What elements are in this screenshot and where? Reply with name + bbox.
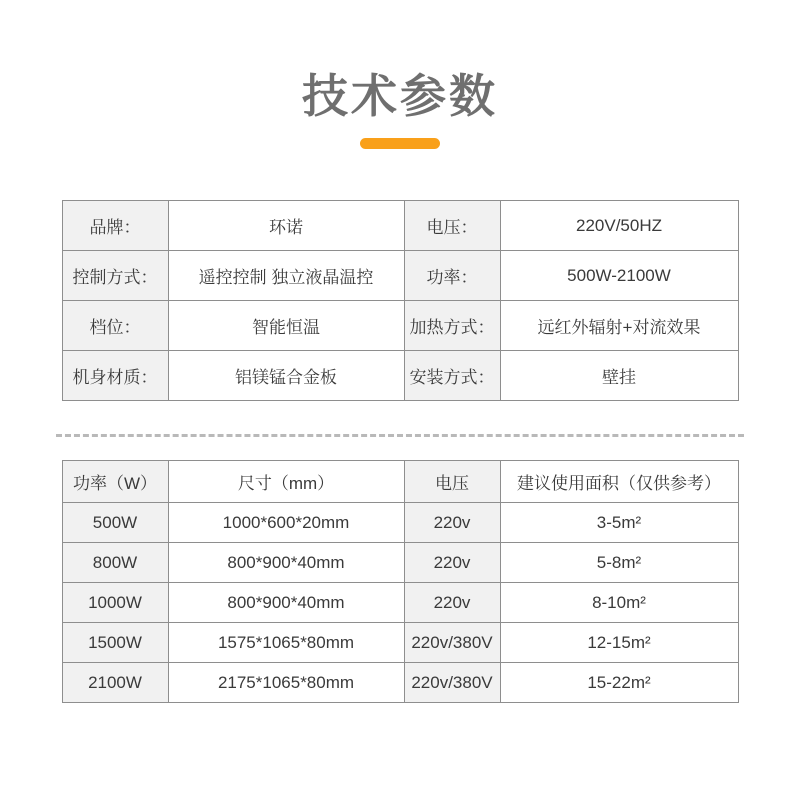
spec-label-body-material: 机身材质： — [62, 351, 168, 401]
model-cell-area: 8-10m² — [500, 583, 738, 623]
spec-value-body-material: 铝镁锰合金板 — [168, 351, 404, 401]
spec-value-heating-mode: 远红外辐射+对流效果 — [500, 301, 738, 351]
model-cell-size: 1575*1065*80mm — [168, 623, 404, 663]
spec-label-install-mode: 安装方式： — [404, 351, 500, 401]
model-table-row — [62, 583, 738, 623]
model-table-row — [62, 663, 738, 703]
model-cell-power: 800W — [62, 543, 168, 583]
spec-label-gear: 档位： — [62, 301, 168, 351]
model-header-power: 功率（W） — [62, 461, 168, 503]
spec-value-gear: 智能恒温 — [168, 301, 404, 351]
dashed-divider — [56, 434, 744, 437]
model-table-row — [62, 503, 738, 543]
model-table — [62, 460, 739, 703]
spec-table-row — [62, 251, 738, 301]
spec-value-voltage: 220V/50HZ — [500, 201, 738, 251]
model-cell-power: 1000W — [62, 583, 168, 623]
spec-label-power: 功率： — [404, 251, 500, 301]
model-cell-power: 1500W — [62, 623, 168, 663]
model-cell-power: 500W — [62, 503, 168, 543]
spec-table — [62, 200, 739, 401]
spec-label-heating-mode: 加热方式： — [404, 301, 500, 351]
page-title: 技术参数 — [302, 70, 498, 122]
model-cell-area: 15-22m² — [500, 663, 738, 703]
model-table-row — [62, 543, 738, 583]
spec-label-voltage: 电压： — [404, 201, 500, 251]
model-cell-voltage: 220v/380V — [404, 623, 500, 663]
spec-table-row — [62, 351, 738, 401]
spec-label-brand: 品牌： — [62, 201, 168, 251]
model-cell-size: 800*900*40mm — [168, 543, 404, 583]
model-cell-size: 800*900*40mm — [168, 583, 404, 623]
model-header-voltage: 电压 — [404, 461, 500, 503]
model-cell-area: 5-8m² — [500, 543, 738, 583]
spec-value-control-mode: 遥控控制 独立液晶温控 — [168, 251, 404, 301]
model-cell-area: 12-15m² — [500, 623, 738, 663]
model-cell-size: 1000*600*20mm — [168, 503, 404, 543]
spec-label-control-mode: 控制方式： — [62, 251, 168, 301]
model-table-header-row — [62, 461, 738, 503]
model-cell-area: 3-5m² — [500, 503, 738, 543]
model-table-row — [62, 623, 738, 663]
model-cell-voltage: 220v — [404, 583, 500, 623]
spec-table-row — [62, 301, 738, 351]
title-accent-bar — [360, 138, 440, 149]
spec-value-power: 500W-2100W — [500, 251, 738, 301]
spec-value-install-mode: 壁挂 — [500, 351, 738, 401]
model-cell-voltage: 220v — [404, 543, 500, 583]
model-cell-voltage: 220v — [404, 503, 500, 543]
model-header-area: 建议使用面积（仅供参考） — [500, 461, 738, 503]
spec-value-brand: 环诺 — [168, 201, 404, 251]
model-cell-size: 2175*1065*80mm — [168, 663, 404, 703]
model-cell-power: 2100W — [62, 663, 168, 703]
model-cell-voltage: 220v/380V — [404, 663, 500, 703]
spec-table-row — [62, 201, 738, 251]
model-header-size: 尺寸（mm） — [168, 461, 404, 503]
